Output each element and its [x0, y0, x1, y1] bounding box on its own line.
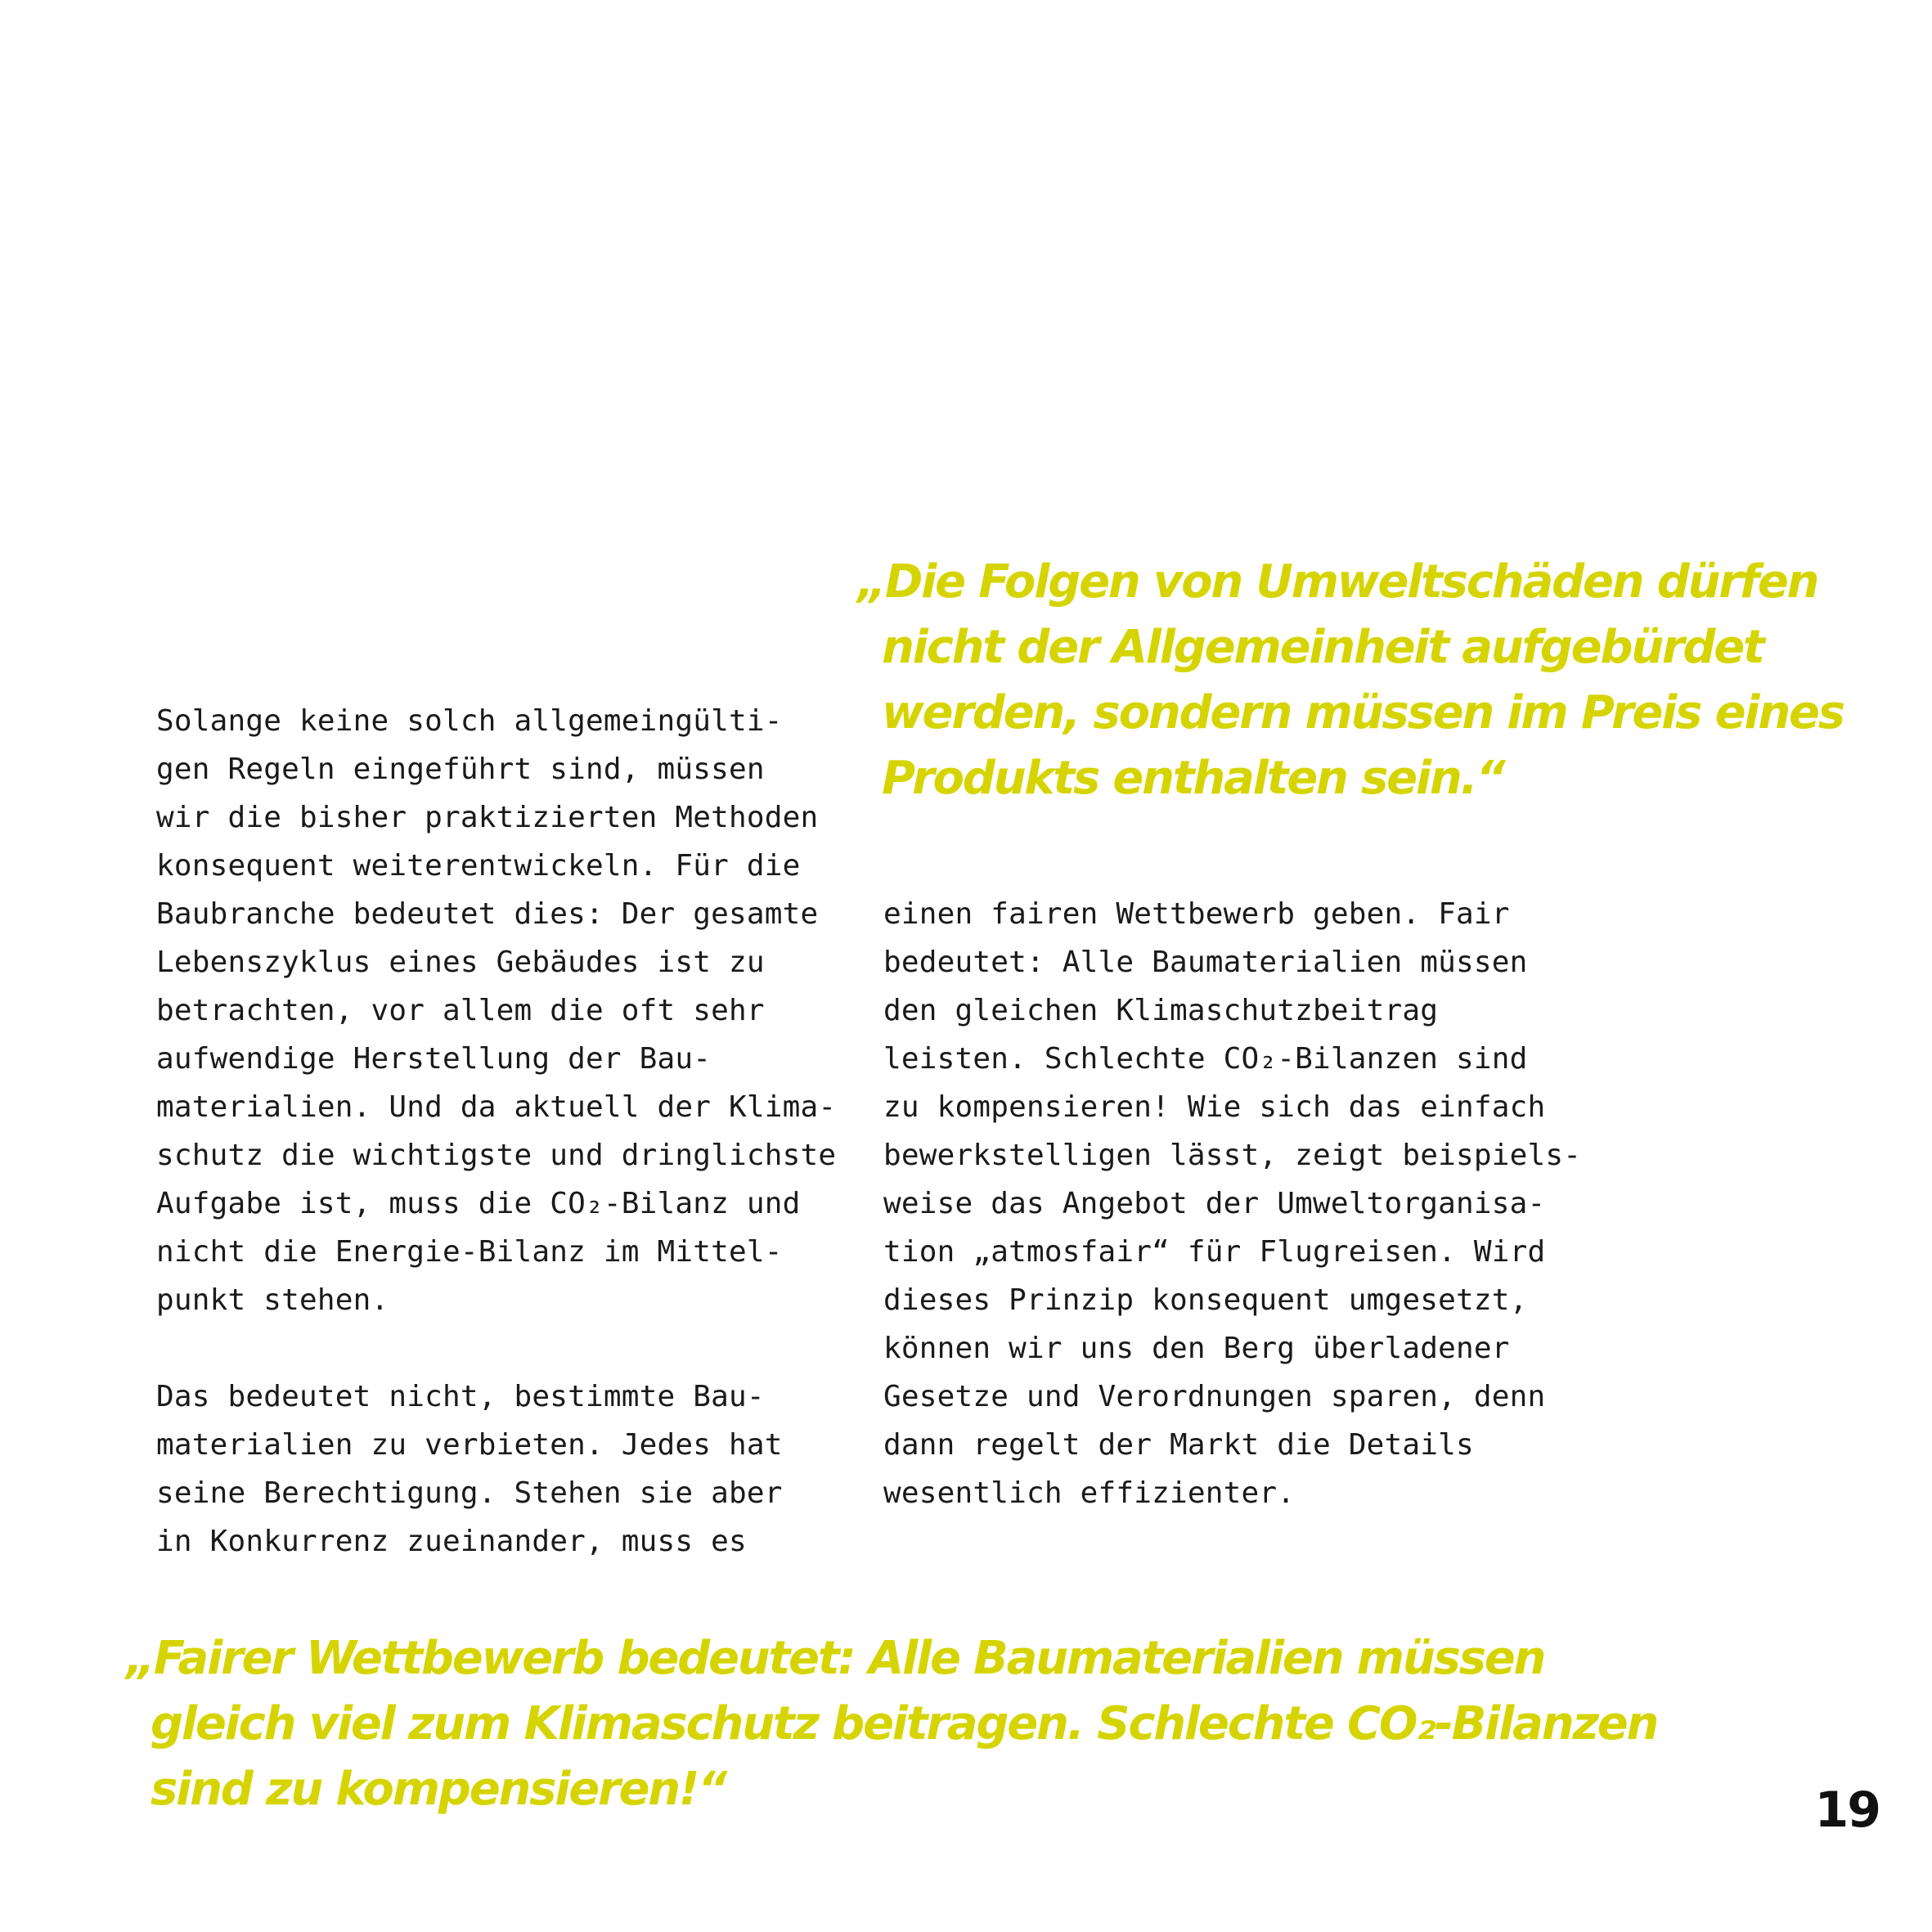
body-line: punkt stehen. [156, 1283, 389, 1317]
body-line: wir die bisher praktizierten Methoden [156, 801, 819, 834]
body-paragraph [156, 697, 836, 1324]
body-line: wesentlich effizienter. [883, 1476, 1296, 1510]
pull-quote-line: „Fairer Wettbewerb bedeutet: Alle Baumaterialien müssen [126, 1632, 1545, 1685]
pull-quote-line: sind zu kompensieren!“ [151, 1763, 726, 1816]
body-line: Aufgabe ist, muss die CO₂-Bilanz und [156, 1187, 801, 1220]
body-line: nicht die Energie-Bilanz im Mittel- [156, 1235, 783, 1269]
body-line: den gleichen Klimaschutzbeitrag [883, 994, 1439, 1027]
body-column-left [156, 697, 836, 1566]
body-line: einen fairen Wettbewerb geben. Fair [883, 897, 1510, 931]
body-line: zu kompensieren! Wie sich das einfach [883, 1090, 1546, 1124]
body-line: tion „atmosfair“ für Flugreisen. Wird [883, 1235, 1546, 1269]
body-column-right [883, 890, 1581, 1517]
body-line: können wir uns den Berg überladener [883, 1332, 1510, 1365]
pull-quote-bottom [126, 1626, 1657, 1822]
body-line: Baubranche bedeutet dies: Der gesamte [156, 897, 819, 931]
pull-quote-line: „Die Folgen von Umweltschäden dürfen [857, 555, 1818, 609]
body-line: materialien. Und da aktuell der Klima- [156, 1090, 837, 1124]
pull-quote-line: Produkts enthalten sein.“ [882, 752, 1504, 805]
body-line: schutz die wichtigste und dringlichste [156, 1139, 837, 1172]
body-line: aufwendige Herstellung der Bau- [156, 1042, 712, 1076]
body-line: leisten. Schlechte CO₂-Bilanzen sind [883, 1042, 1528, 1076]
body-paragraph [156, 1373, 836, 1566]
body-line: Solange keine solch allgemeingülti- [156, 704, 783, 738]
body-line: konsequent weiterentwickeln. Für die [156, 849, 801, 883]
body-line: weise das Angebot der Umweltorganisa- [883, 1187, 1546, 1220]
body-line: dieses Prinzip konsequent umgesetzt, [883, 1283, 1528, 1317]
body-line: dann regelt der Markt die Details [883, 1428, 1474, 1462]
body-line: seine Berechtigung. Stehen sie aber [156, 1476, 783, 1510]
body-line: Lebenszyklus eines Gebäudes ist zu [156, 946, 765, 979]
body-line: betrachten, vor allem die oft sehr [156, 994, 765, 1027]
pull-quote-line: gleich viel zum Klimaschutz beitragen. Schlechte CO₂-Bilanzen [151, 1697, 1658, 1750]
body-line: in Konkurrenz zueinander, muss es [156, 1525, 747, 1558]
pull-quote-top [857, 550, 1844, 811]
body-line: Gesetze und Verordnungen sparen, denn [883, 1380, 1546, 1413]
pull-quote-line: werden, sondern müssen im Preis eines [882, 686, 1844, 739]
body-line: materialien zu verbieten. Jedes hat [156, 1428, 783, 1462]
body-paragraph [883, 890, 1581, 1517]
body-line: Das bedeutet nicht, bestimmte Bau- [156, 1380, 765, 1413]
page-number: 19 [1814, 1781, 1880, 1839]
body-line: bedeutet: Alle Baumaterialien müssen [883, 946, 1528, 979]
pull-quote-line: nicht der Allgemeinheit aufgebürdet [882, 621, 1764, 674]
body-line: gen Regeln eingeführt sind, müssen [156, 753, 765, 786]
body-line: bewerkstelligen lässt, zeigt beispiels- [883, 1139, 1582, 1172]
paragraph-gap [156, 1324, 836, 1373]
